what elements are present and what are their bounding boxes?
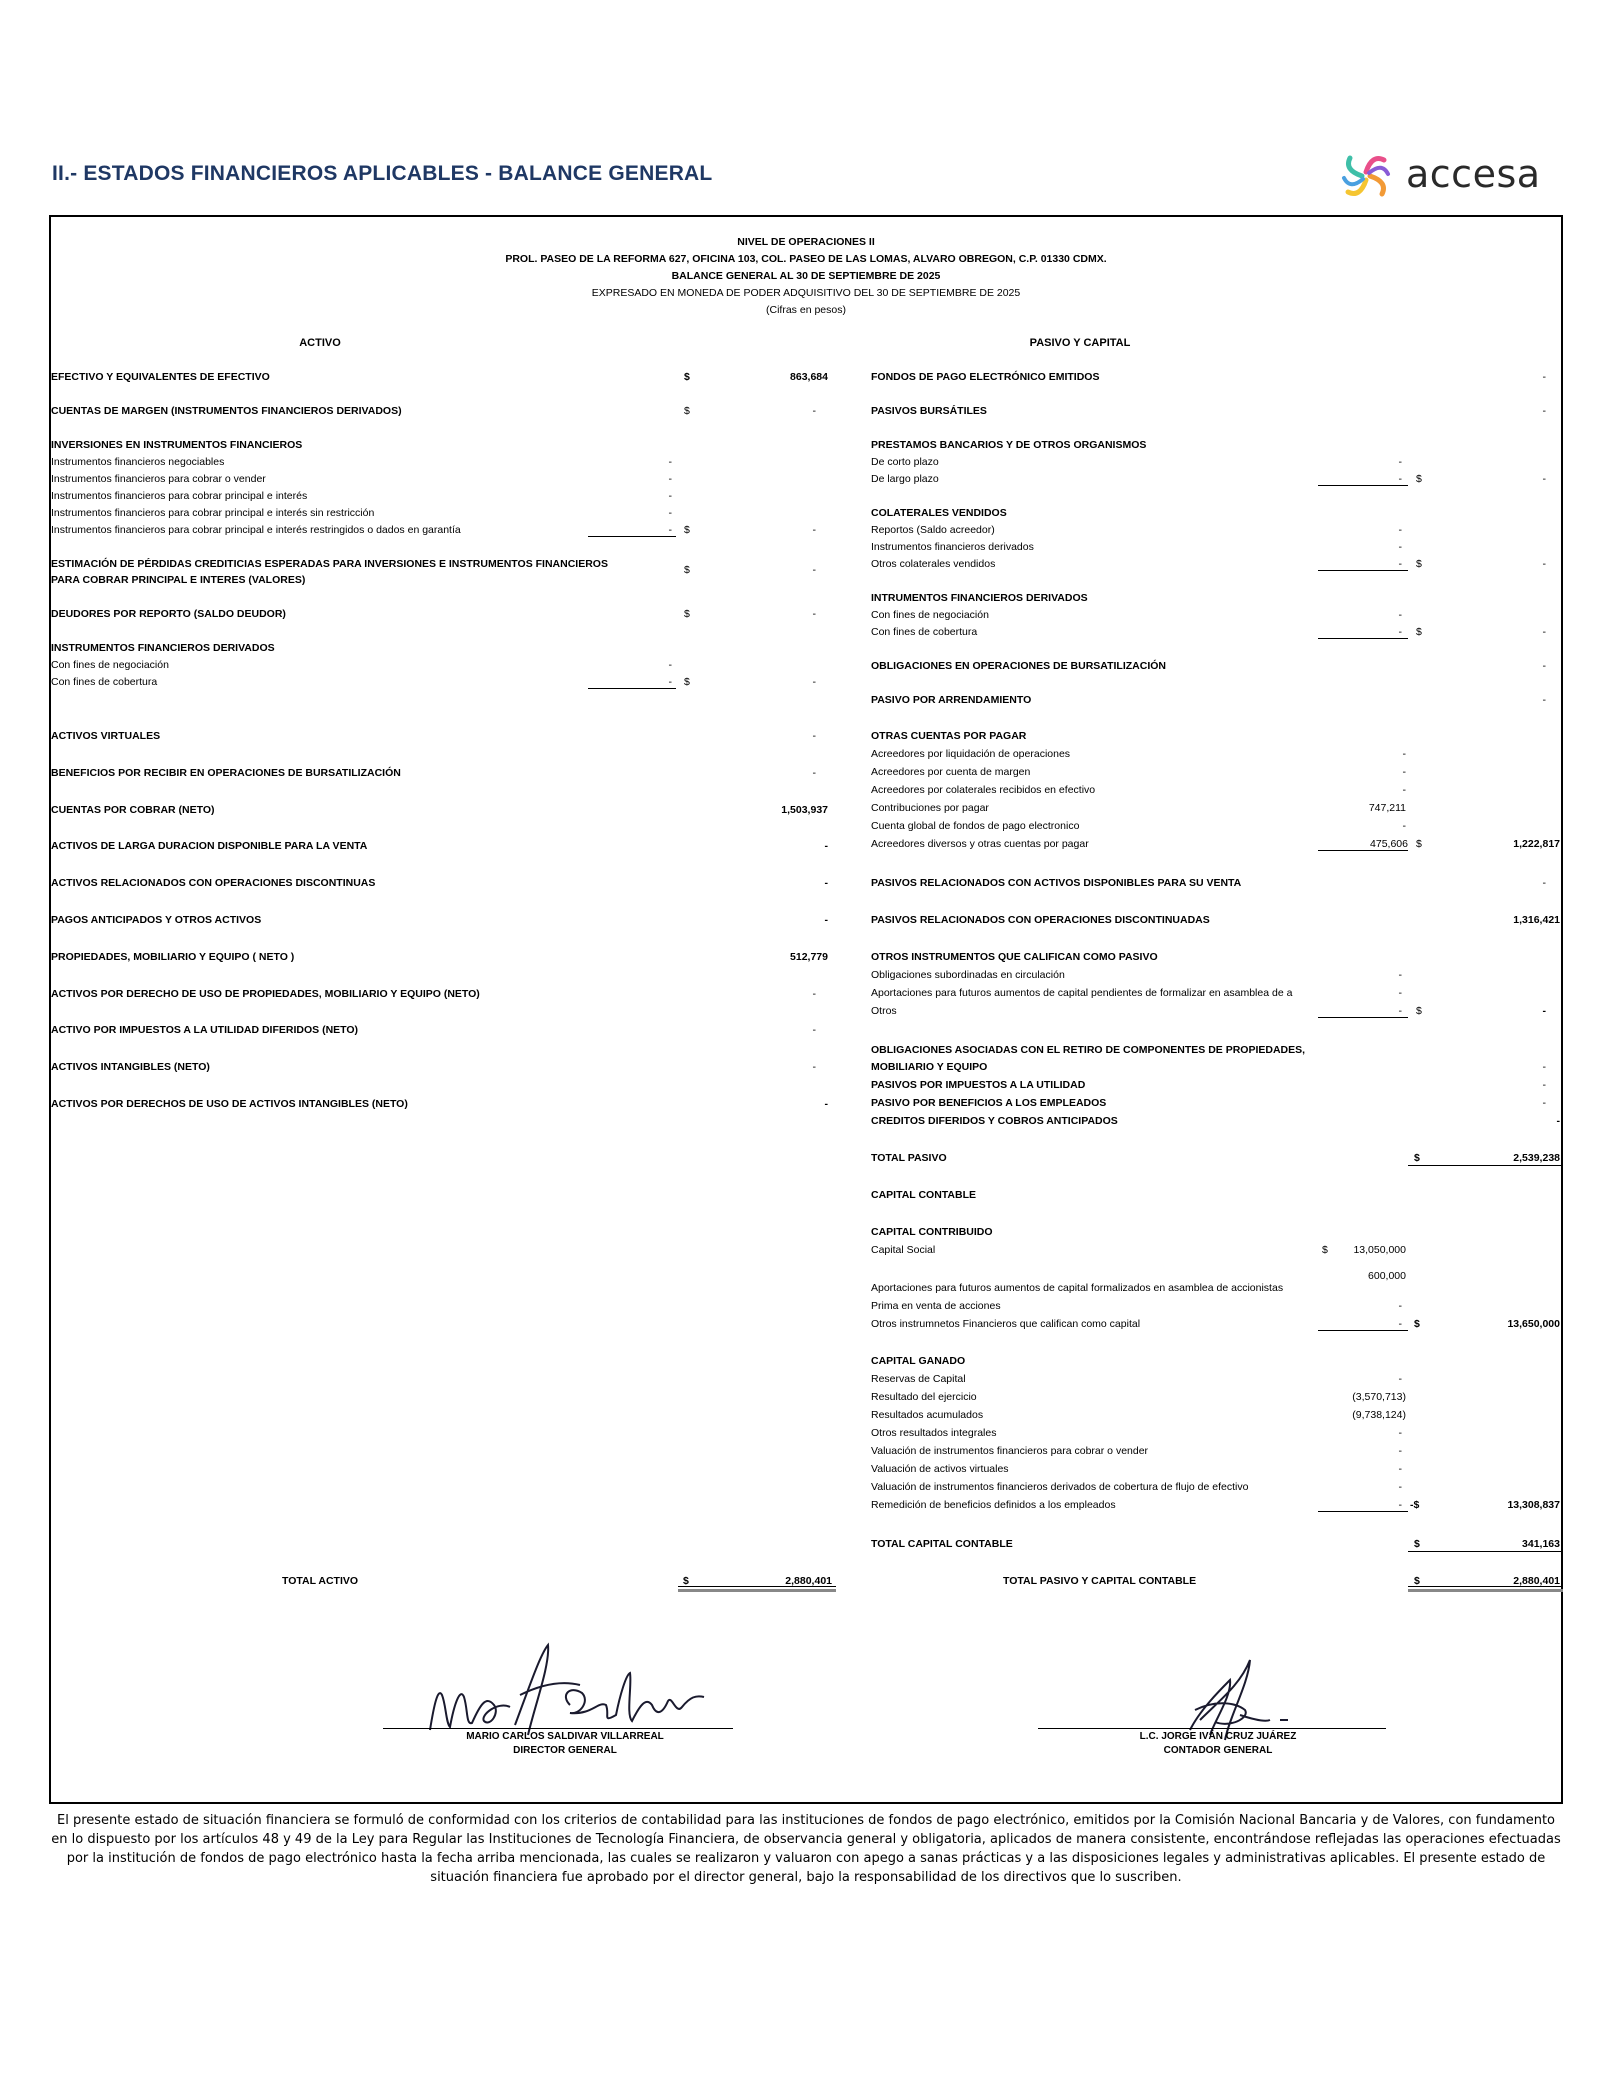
total-capital-cur: $: [1414, 1538, 1420, 1550]
pasivo-otros-inst-item: Otros: [871, 1005, 897, 1017]
pasivo-derivados-underline: [1318, 638, 1408, 639]
total-activo-cur: $: [683, 1575, 689, 1587]
activo-efectivo-label: EFECTIVO Y EQUIVALENTES DE EFECTIVO: [51, 371, 270, 383]
activo-intangibles-label: ACTIVOS INTANGIBLES (NETO): [51, 1061, 210, 1073]
activo-inversiones-item: Instrumentos financieros para cobrar principal e interés sin restricción: [51, 507, 375, 519]
activo-inversiones-underline: [588, 536, 676, 537]
pasivo-prestamos-item-value: -: [1398, 473, 1402, 485]
activo-derivados-underline: [588, 688, 676, 689]
pasivo-fondos-value: -: [1542, 371, 1546, 383]
activo-beneficios-value: -: [812, 767, 816, 779]
capital-ganado-item-value: (3,570,713): [1352, 1391, 1406, 1403]
page-title: II.- ESTADOS FINANCIEROS APLICABLES - BALANCE GENERAL: [52, 162, 713, 185]
capital-ganado-item-value: -: [1398, 1445, 1402, 1457]
aportaciones-label: Aportaciones para futuros aumentos de capital formalizados en asamblea de accionistas: [871, 1282, 1284, 1294]
pasivo-otros-inst-item: Aportaciones para futuros aumentos de capital pendientes de formalizar en asamblea de a: [871, 987, 1293, 999]
activo-beneficios-label: BENEFICIOS POR RECIBIR EN OPERACIONES DE BURSATILIZACIÓN: [51, 767, 401, 779]
pasivo-colaterales-item: Otros colaterales vendidos: [871, 558, 996, 570]
pasivo-otros-inst-item-value: -: [1398, 1005, 1402, 1017]
pasivo-imp-utilidad-label: PASIVOS POR IMPUESTOS A LA UTILIDAD: [871, 1079, 1086, 1091]
pasivo-otros-inst-underline: [1318, 1017, 1408, 1018]
capital-ganado-item-value: -: [1398, 1481, 1402, 1493]
activo-derivados-label: INSTRUMENTOS FINANCIEROS DERIVADOS: [51, 642, 275, 654]
pasivo-heading: PASIVO Y CAPITAL: [1029, 337, 1131, 349]
pasivo-bursatilizacion-value: -: [1542, 660, 1546, 672]
pasivo-creditos-label: CREDITOS DIFERIDOS Y COBROS ANTICIPADOS: [871, 1115, 1118, 1127]
header-line-3: BALANCE GENERAL AL 30 DE SEPTIEMBRE DE 2025: [671, 270, 941, 282]
activo-inversiones-item-value: -: [668, 507, 672, 519]
pasivo-derivados-total: -: [1542, 626, 1546, 638]
capital-ganado-total: 13,308,837: [1507, 1499, 1560, 1511]
capital-ganado-underline: [1318, 1511, 1408, 1512]
pasivo-derivados-item: Con fines de negociación: [871, 609, 989, 621]
capital-ganado-item-value: -: [1398, 1373, 1402, 1385]
activo-derechos-intangibles-value: -: [824, 1098, 828, 1110]
pasivo-discontinuadas-value: 1,316,421: [1513, 914, 1560, 926]
pasivo-otras-cxp-item: Contribuciones por pagar: [871, 802, 989, 814]
pasivo-otras-cxp-underline: [1318, 850, 1408, 851]
activo-pagos-value: -: [824, 914, 828, 926]
pasivo-otras-cxp-label: OTRAS CUENTAS POR PAGAR: [871, 730, 1027, 742]
total-activo-line: [678, 1586, 836, 1587]
pasivo-otros-inst-total: -: [1542, 1005, 1546, 1017]
activo-virtuales-label: ACTIVOS VIRTUALES: [51, 730, 161, 742]
pasivo-retiro-label-2: MOBILIARIO Y EQUIPO: [871, 1061, 988, 1073]
total-activo-value: 2,880,401: [785, 1575, 832, 1587]
pasivo-derivados-item: Con fines de cobertura: [871, 626, 978, 638]
pasivo-colaterales-cur: $: [1416, 558, 1422, 570]
capital-ganado-item: Valuación de instrumentos financieros para cobrar o vender: [871, 1445, 1149, 1457]
capital-ganado-item: Remedición de beneficios definidos a los empleados: [871, 1499, 1116, 1511]
pasivo-colaterales-total: -: [1542, 558, 1546, 570]
pasivo-prestamos-item: De corto plazo: [871, 456, 939, 468]
pasivo-otras-cxp-item: Cuenta global de fondos de pago electronico: [871, 820, 1080, 832]
activo-impuestos-value: -: [812, 1024, 816, 1036]
pasivo-creditos-value: -: [1556, 1115, 1560, 1127]
pasivo-bursatilizacion-label: OBLIGACIONES EN OPERACIONES DE BURSATILIZACIÓN: [871, 660, 1166, 672]
activo-margen-label: CUENTAS DE MARGEN (INSTRUMENTOS FINANCIEROS DERIVADOS): [51, 405, 402, 417]
prima-label: Prima en venta de acciones: [871, 1300, 1001, 1312]
otros-instrumentos-value: -: [1398, 1318, 1402, 1330]
activo-efectivo-cur: $: [684, 371, 690, 383]
capital-ganado-item-value: -: [1398, 1427, 1402, 1439]
pasivo-prestamos-item-value: -: [1398, 456, 1402, 468]
activo-discontinuas-value: -: [824, 877, 828, 889]
total-activo-double-line: [678, 1589, 836, 1592]
pasivo-colaterales-item-value: -: [1398, 524, 1402, 536]
pasivo-bursatiles-label: PASIVOS BURSÁTILES: [871, 405, 987, 417]
logo-text: accesa: [1406, 152, 1541, 196]
activo-virtuales-value: -: [812, 730, 816, 742]
total-pyc-line: [1408, 1586, 1563, 1587]
signature-left-title: DIRECTOR GENERAL: [513, 1745, 617, 1756]
activo-derechos-intangibles-label: ACTIVOS POR DERECHOS DE USO DE ACTIVOS INTANGIBLES (NETO): [51, 1098, 408, 1110]
total-pyc-double-line: [1408, 1589, 1563, 1592]
activo-discontinuas-label: ACTIVOS RELACIONADOS CON OPERACIONES DISCONTINUAS: [51, 877, 376, 889]
header-line-1: NIVEL DE OPERACIONES II: [737, 236, 875, 248]
capital-ganado-item-value: -: [1398, 1463, 1402, 1475]
pasivo-colaterales-item-value: -: [1398, 558, 1402, 570]
pasivo-colaterales-item-value: -: [1398, 541, 1402, 553]
activo-estimacion-label-2: PARA COBRAR PRINCIPAL E INTERES (VALORES): [51, 574, 306, 586]
activo-inversiones-item-value: -: [668, 524, 672, 536]
pasivo-prestamos-label: PRESTAMOS BANCARIOS Y DE OTROS ORGANISMOS: [871, 439, 1147, 451]
total-capital-label: TOTAL CAPITAL CONTABLE: [871, 1538, 1013, 1550]
pasivo-colaterales-label: COLATERALES VENDIDOS: [871, 507, 1007, 519]
pasivo-otros-inst-item-value: -: [1398, 969, 1402, 981]
activo-larga-label: ACTIVOS DE LARGA DURACION DISPONIBLE PARA LA VENTA: [51, 840, 368, 852]
pasivo-derivados-label: INTRUMENTOS FINANCIEROS DERIVADOS: [871, 592, 1088, 604]
capital-contribuido-cur: $: [1414, 1318, 1420, 1330]
activo-cxc-label: CUENTAS POR COBRAR (NETO): [51, 804, 215, 816]
total-pasivo-cur: $: [1414, 1152, 1420, 1164]
total-pasivo-value: 2,539,238: [1513, 1152, 1560, 1164]
pasivo-fondos-label: FONDOS DE PAGO ELECTRÓNICO EMITIDOS: [871, 371, 1100, 383]
capital-contribuido-underline: [1318, 1330, 1408, 1331]
pasivo-otras-cxp-item-value: -: [1402, 784, 1406, 796]
pasivo-otras-cxp-item-value: 475,606: [1370, 838, 1408, 850]
activo-derivados-item: Con fines de negociación: [51, 659, 169, 671]
pasivo-otras-cxp-item: Acreedores diversos y otras cuentas por pagar: [871, 838, 1089, 850]
pasivo-otras-cxp-item-value: -: [1402, 748, 1406, 760]
total-pasivo-label: TOTAL PASIVO: [871, 1152, 947, 1164]
activo-derivados-item: Con fines de cobertura: [51, 676, 158, 688]
activo-derecho-uso-value: -: [812, 988, 816, 1000]
total-capital-line: [1408, 1551, 1563, 1552]
pasivo-prestamos-underline: [1318, 485, 1408, 486]
pasivo-otras-cxp-cur: $: [1416, 838, 1422, 850]
pasivo-prestamos-item: De largo plazo: [871, 473, 939, 485]
activo-derivados-item-value: -: [668, 676, 672, 688]
activo-cxc-value: 1,503,937: [781, 804, 828, 816]
capital-contribuido-total: 13,650,000: [1507, 1318, 1560, 1330]
activo-estimacion-cur: $: [684, 564, 690, 576]
activo-propiedades-label: PROPIEDADES, MOBILIARIO Y EQUIPO ( NETO ): [51, 951, 295, 963]
activo-derivados-cur: $: [684, 676, 690, 688]
capital-social-cur: $: [1322, 1244, 1328, 1256]
activo-deudores-cur: $: [684, 608, 690, 620]
capital-ganado-label: CAPITAL GANADO: [871, 1355, 966, 1367]
pasivo-otras-cxp-total: 1,222,817: [1513, 838, 1560, 850]
pasivo-otras-cxp-item: Acreedores por cuenta de margen: [871, 766, 1031, 778]
capital-social-label: Capital Social: [871, 1244, 936, 1256]
header-line-2: PROL. PASEO DE LA REFORMA 627, OFICINA 103, COL. PASEO DE LAS LOMAS, ALVARO OBREGON, C.P. 01330 CDMX.: [505, 253, 1107, 265]
signature-left-name: MARIO CARLOS SALDIVAR VILLARREAL: [466, 1731, 664, 1742]
activo-margen-cur: $: [684, 405, 690, 417]
activo-derivados-total: -: [812, 676, 816, 688]
capital-ganado-item: Valuación de instrumentos financieros derivados de cobertura de flujo de efectivo: [871, 1481, 1249, 1493]
pasivo-derivados-cur: $: [1416, 626, 1422, 638]
pasivo-otras-cxp-item: Acreedores por colaterales recibidos en efectivo: [871, 784, 1096, 796]
total-pyc-label: TOTAL PASIVO Y CAPITAL CONTABLE: [1003, 1575, 1197, 1587]
capital-ganado-item: Resultados acumulados: [871, 1409, 984, 1421]
pasivo-beneficios-emp-label: PASIVO POR BENEFICIOS A LOS EMPLEADOS: [871, 1097, 1107, 1109]
activo-propiedades-value: 512,779: [790, 951, 828, 963]
total-pyc-value: 2,880,401: [1513, 1575, 1560, 1587]
signature-right-name: L.C. JORGE IVÁN CRUZ JUÁREZ: [1139, 1731, 1297, 1742]
signature-right-line: [1038, 1728, 1386, 1729]
activo-inversiones-item: Instrumentos financieros para cobrar principal e interés: [51, 490, 308, 502]
pasivo-otros-inst-label: OTROS INSTRUMENTOS QUE CALIFICAN COMO PASIVO: [871, 951, 1158, 963]
capital-social-value: 13,050,000: [1353, 1244, 1406, 1256]
activo-larga-value: -: [824, 840, 828, 852]
total-capital-value: 341,163: [1522, 1538, 1560, 1550]
pasivo-arrendamiento-label: PASIVO POR ARRENDAMIENTO: [871, 694, 1032, 706]
pasivo-otros-inst-cur: $: [1416, 1005, 1422, 1017]
capital-ganado-item: Resultado del ejercicio: [871, 1391, 977, 1403]
pasivo-arrendamiento-value: -: [1542, 694, 1546, 706]
header-line-5: (Cifras en pesos): [766, 304, 846, 316]
capital-contribuido-label: CAPITAL CONTRIBUIDO: [871, 1226, 993, 1238]
activo-estimacion-label-1: ESTIMACIÓN DE PÉRDIDAS CREDITICIAS ESPERADAS PARA INVERSIONES E INSTRUMENTOS FINANCIEROS: [51, 558, 608, 570]
activo-derecho-uso-label: ACTIVOS POR DERECHO DE USO DE PROPIEDADES, MOBILIARIO Y EQUIPO (NETO): [51, 988, 480, 1000]
pasivo-retiro-value: -: [1542, 1061, 1546, 1073]
pasivo-derivados-item-value: -: [1398, 626, 1402, 638]
header-line-4: EXPRESADO EN MONEDA DE PODER ADQUISITIVO DEL 30 DE SEPTIEMBRE DE 2025: [591, 287, 1021, 299]
capital-ganado-item: Valuación de activos virtuales: [871, 1463, 1009, 1475]
activo-intangibles-value: -: [812, 1061, 816, 1073]
activo-inversiones-cur: $: [684, 524, 690, 536]
signature-right-title: CONTADOR GENERAL: [1163, 1745, 1273, 1756]
activo-heading: ACTIVO: [299, 337, 341, 349]
pasivo-derivados-item-value: -: [1398, 609, 1402, 621]
logo: [1338, 148, 1558, 204]
pasivo-otras-cxp-item-value: -: [1402, 820, 1406, 832]
activo-deudores-value: -: [812, 608, 816, 620]
pasivo-colaterales-item: Instrumentos financieros derivados: [871, 541, 1034, 553]
pasivo-colaterales-underline: [1318, 570, 1408, 571]
activo-efectivo-value: 863,684: [790, 371, 828, 383]
otros-instrumentos-label: Otros instrumnetos Financieros que califican como capital: [871, 1318, 1141, 1330]
activo-inversiones-item-value: -: [668, 490, 672, 502]
pasivo-imp-utilidad-value: -: [1542, 1079, 1546, 1091]
total-pasivo-line: [1408, 1165, 1563, 1166]
activo-margen-value: -: [812, 405, 816, 417]
total-pyc-cur: $: [1414, 1575, 1420, 1587]
pasivo-otros-inst-item-value: -: [1398, 987, 1402, 999]
footer-disclaimer: El presente estado de situación financiera se formuló de conformidad con los criterios de contabilidad para las instituciones de fondos de pago electrónico, emitidos por la Comisión Nacional Bancaria y de Valores, con fundamento en lo dispuesto por los artículos 48 y 49 de la Ley para Regular las Instituciones de Tecnología Financiera, de observancia general y obligatoria, aplicados de manera consistente, encontrándose reflejadas las operaciones efectuadas por la institución de fondos de pago electrónico hasta la fecha arriba mencionada, las cuales se realizaron y valuaron con apego a sanas prácticas y a las disposiciones legales y administrativas aplicables. El presente estado de situación financiera fue aprobado por el director general, bajo la responsabilidad de los directivos que lo suscriben.: [51, 1813, 1561, 1885]
capital-ganado-item-value: (9,738,124): [1352, 1409, 1406, 1421]
activo-inversiones-item-value: -: [668, 473, 672, 485]
activo-inversiones-total: -: [812, 524, 816, 536]
pasivo-beneficios-emp-value: -: [1542, 1097, 1546, 1109]
pasivo-colaterales-item: Reportos (Saldo acreedor): [871, 524, 995, 536]
activo-inversiones-item: Instrumentos financieros para cobrar o vender: [51, 473, 266, 485]
aportaciones-value: 600,000: [1368, 1270, 1406, 1282]
activo-estimacion-value: -: [812, 564, 816, 576]
activo-inversiones-item: Instrumentos financieros negociables: [51, 456, 225, 468]
capital-ganado-item: Otros resultados integrales: [871, 1427, 997, 1439]
balance-frame: [49, 215, 1563, 1804]
activo-pagos-label: PAGOS ANTICIPADOS Y OTROS ACTIVOS: [51, 914, 262, 926]
signature-left-line: [383, 1728, 733, 1729]
activo-inversiones-label: INVERSIONES EN INSTRUMENTOS FINANCIEROS: [51, 439, 303, 451]
pasivo-prestamos-total: -: [1542, 473, 1546, 485]
pasivo-discontinuadas-label: PASIVOS RELACIONADOS CON OPERACIONES DISCONTINUADAS: [871, 914, 1210, 926]
pasivo-disponibles-label: PASIVOS RELACIONADOS CON ACTIVOS DISPONIBLES PARA SU VENTA: [871, 877, 1242, 889]
pasivo-otras-cxp-item-value: -: [1402, 766, 1406, 778]
capital-contable-heading: CAPITAL CONTABLE: [871, 1189, 976, 1201]
capital-ganado-item-value: -: [1398, 1499, 1402, 1511]
capital-ganado-cur: -$: [1410, 1499, 1420, 1511]
pasivo-disponibles-value: -: [1542, 877, 1546, 889]
prima-value: -: [1398, 1300, 1402, 1312]
pinwheel-logo-icon: [1338, 148, 1398, 204]
pasivo-bursatiles-value: -: [1542, 405, 1546, 417]
pasivo-retiro-label-1: OBLIGACIONES ASOCIADAS CON EL RETIRO DE COMPONENTES DE PROPIEDADES,: [871, 1044, 1306, 1056]
pasivo-otras-cxp-item-value: 747,211: [1368, 802, 1406, 814]
activo-derivados-item-value: -: [668, 659, 672, 671]
activo-deudores-label: DEUDORES POR REPORTO (SALDO DEUDOR): [51, 608, 286, 620]
capital-ganado-item: Reservas de Capital: [871, 1373, 966, 1385]
activo-impuestos-label: ACTIVO POR IMPUESTOS A LA UTILIDAD DIFERIDOS (NETO): [51, 1024, 359, 1036]
pasivo-otras-cxp-item: Acreedores por liquidación de operaciones: [871, 748, 1071, 760]
activo-inversiones-item-value: -: [668, 456, 672, 468]
activo-inversiones-item: Instrumentos financieros para cobrar principal e interés restringidos o dados en garantía: [51, 524, 461, 536]
total-activo-label: TOTAL ACTIVO: [282, 1575, 359, 1587]
pasivo-otros-inst-item: Obligaciones subordinadas en circulación: [871, 969, 1065, 981]
pasivo-prestamos-cur: $: [1416, 473, 1422, 485]
